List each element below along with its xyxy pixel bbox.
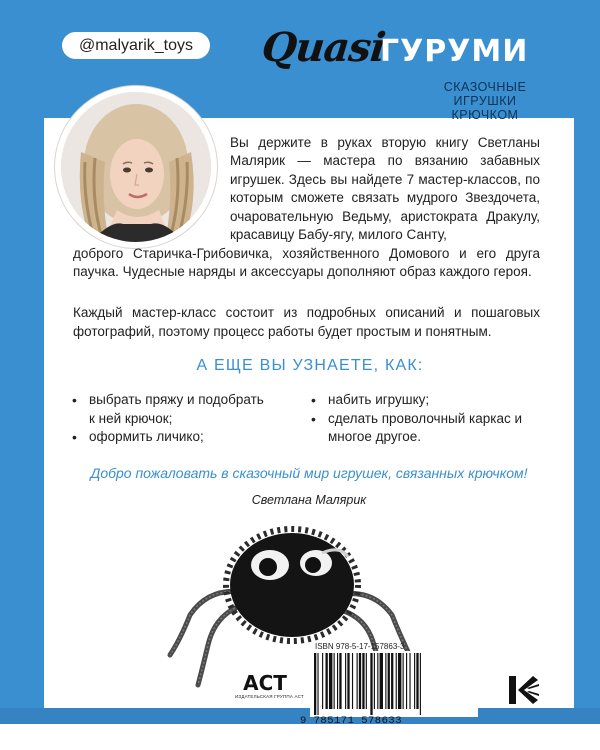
barcode-bar: [329, 653, 332, 709]
bottom-strip: [0, 724, 600, 750]
barcode-bar: [374, 653, 375, 709]
publisher-logo: [235, 671, 304, 716]
barcode-bar: [380, 653, 383, 709]
barcode-bar: [362, 653, 364, 709]
barcode-bar: [345, 653, 346, 709]
barcode-bars: [310, 651, 478, 717]
welcome-line: Добро пожаловать в сказочный мир игрушек, связанных крючком!: [90, 465, 528, 481]
logo-quasi: Quasi: [259, 24, 388, 71]
k-imprint-icon: [505, 672, 541, 708]
author-portrait-illustration: [61, 92, 211, 242]
tagline-line-2: ИГРУШКИ КРЮЧКОМ: [451, 94, 519, 122]
barcode-bar: [347, 653, 349, 709]
list-item: • выбрать пряжу и подобрать к ней крючок;: [72, 391, 272, 428]
intro-paragraph: Вы держите в руках вторую книгу Светланы Малярик — мастера по вязанию забавных игрушек. Здесь вы найдете 7 мастер-классов, по которым сможете связать мудрого Звездочета, очаровательную Ведьму, аристократа Дракулу, красавицу Бабу-ягу, милого Санту,: [230, 135, 540, 243]
barcode-bar: [385, 653, 386, 709]
blue-band-right: [574, 0, 600, 724]
barcode-bar: [388, 653, 390, 709]
barcode-bar: [317, 653, 318, 715]
barcode-bar: [366, 653, 367, 709]
barcode-bar: [403, 653, 404, 709]
list-item: • сделать проволочный каркас и многое другое.: [311, 410, 531, 447]
masterclass-paragraph: Каждый мастер-класс состоит из подробных описаний и пошаговых фотографий, поэтому процесс работы будет простым и понятным.: [73, 305, 540, 339]
author-portrait: [55, 86, 217, 248]
blue-band-left: [0, 0, 44, 724]
barcode-bar: [409, 653, 410, 709]
barcode-bar: [414, 653, 415, 709]
barcode-bar: [406, 653, 407, 709]
isbn-barcode: [310, 651, 478, 717]
barcode-bar: [391, 653, 393, 709]
instagram-handle[interactable]: @malyarik_toys: [62, 32, 210, 59]
publisher-logo-mark: АСТ: [243, 671, 287, 695]
barcode-bar: [377, 653, 378, 709]
barcode-bar: [322, 653, 323, 709]
barcode-bar: [416, 653, 418, 709]
barcode-bar: [339, 653, 341, 709]
barcode-bar: [337, 653, 338, 709]
barcode-digits: 9 785171 578633: [300, 715, 403, 727]
barcode-bar: [326, 653, 328, 709]
barcode-bar: [314, 653, 316, 715]
barcode-bar: [420, 653, 421, 715]
author-signature: Светлана Малярик: [251, 493, 367, 507]
series-tagline: [425, 80, 545, 122]
barcode-bar: [398, 653, 401, 709]
publisher-subtitle: ИЗДАТЕЛЬСКАЯ ГРУППА АСТ: [235, 694, 304, 699]
barcode-bar: [357, 653, 358, 709]
learn-heading: А ЕЩЕ ВЫ УЗНАЕТЕ, КАК:: [196, 357, 424, 374]
learn-list-left: [72, 391, 272, 447]
intro-paragraph-tail: доброго Старичка-Грибовичка, хозяйственного Домового и его друга паучка. Чудесные наряды и аксессуары дополняют образ каждого героя.: [73, 246, 540, 280]
list-item: • оформить личико;: [72, 428, 272, 447]
logo-gurumi: ГУРУМИ: [380, 34, 529, 69]
barcode-bar: [359, 653, 361, 709]
isbn-label: ISBN 978-5-17-157863-3: [315, 642, 405, 651]
barcode-bar: [370, 653, 372, 715]
barcode-bar: [352, 653, 353, 709]
learn-list-right: [311, 391, 531, 447]
barcode-bar: [396, 653, 397, 709]
barcode-bar: [334, 653, 335, 709]
list-item: • набить игрушку;: [311, 391, 531, 410]
tagline-line-1: СКАЗОЧНЫЕ: [443, 80, 527, 94]
